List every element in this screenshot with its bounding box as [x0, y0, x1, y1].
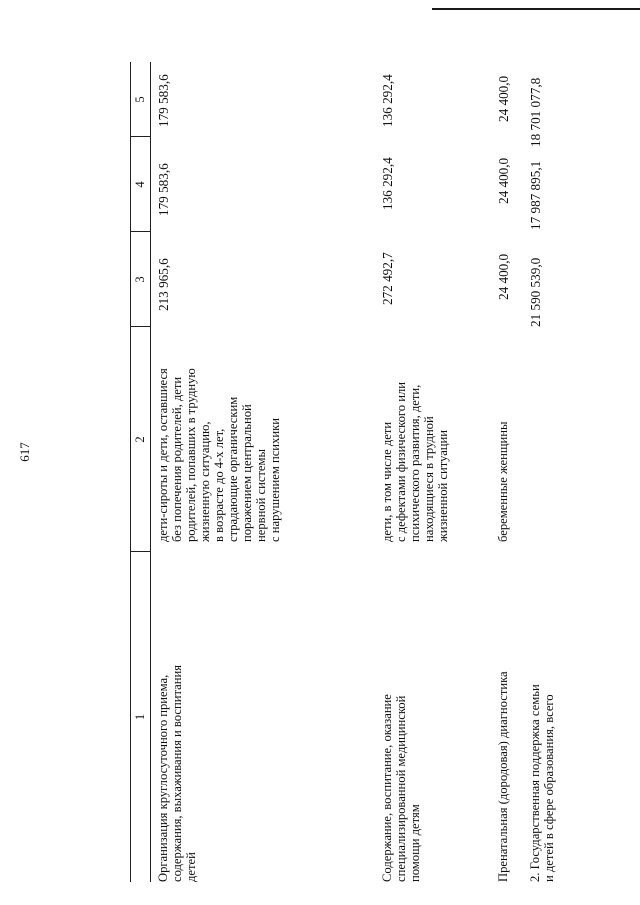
header-col-1: 1: [133, 713, 147, 721]
top-rule: [432, 8, 640, 10]
row1-recipients-line-5: в возрасте до 4-х лет,: [212, 428, 226, 542]
table-top-border: [130, 62, 131, 882]
row2-recipients-line-4: находящиеся в трудной: [422, 416, 436, 542]
row1-recipients-line-6: страдающие органическим: [226, 396, 240, 542]
rotated-table: [130, 22, 556, 882]
row1-recipients-line-7: поражением центральной: [240, 404, 254, 542]
row2-recipients-line-5: жизненной ситуации: [436, 429, 450, 542]
row4-col3-value: 21 590 539,0: [528, 257, 543, 327]
row3-col5-value: 24 400,0: [496, 75, 511, 122]
row1-name-line-1: Организация круглосуточного приема,: [156, 674, 170, 882]
table-header-bottom-border: [150, 62, 151, 882]
row1-recipients-line-2: без попечения родителей, дети: [170, 376, 184, 542]
row1-col3-value: 213 965,6: [156, 258, 171, 311]
row1-col4-value: 179 583,6: [156, 163, 171, 216]
row2-recipients-line-1: дети, в том числе дети: [380, 421, 394, 542]
header-col-5: 5: [133, 96, 147, 103]
row3-col3-value: 24 400,0: [496, 253, 511, 300]
header-col-3: 3: [133, 276, 147, 283]
row1-col5-value: 179 583,6: [156, 74, 171, 127]
row4-col4-value: 17 987 895,1: [528, 160, 543, 230]
row4-col5-value: 18 701 077,8: [528, 77, 543, 147]
row2-recipients-line-3: психического развития, дети,: [408, 384, 422, 542]
row1-recipients-line-8: нервной системы: [254, 449, 268, 542]
header-col-2: 2: [133, 436, 147, 443]
row3-col4-value: 24 400,0: [496, 157, 511, 204]
row1-recipients-line-1: дети-сироты и дети, оставшиеся: [156, 368, 170, 542]
row2-col4-value: 136 292,4: [380, 157, 395, 210]
row4-name-line-2: и детей в сфере образования, всего: [542, 694, 556, 882]
row4-name-line-1: 2. Государственная поддержка семьи: [528, 684, 542, 882]
row1-name-line-3: детей: [184, 852, 198, 882]
row1-recipients-line-4: жизненную ситуацию,: [198, 421, 212, 542]
row2-col3-value: 272 492,7: [380, 252, 395, 305]
row1-recipients-line-9: с нарушением психики: [268, 418, 282, 542]
row2-name-line-2: специализированной медицинской: [394, 695, 408, 882]
header-col-4: 4: [133, 181, 147, 188]
row2-col5-value: 136 292,4: [380, 74, 395, 127]
page-number: 617: [17, 442, 32, 462]
row2-name-line-3: помощи детям: [408, 804, 422, 882]
row1-recipients-line-3: родителей, попавших в трудную: [184, 368, 198, 542]
row3-name-line-1: Пренатальная (дородовая) диагностика: [496, 671, 510, 882]
row3-recipients-line-1: беременные женщины: [496, 421, 510, 542]
row2-name-line-1: Содержание, воспитание, оказание: [380, 694, 394, 882]
row2-recipients-line-2: с дефектами физического или: [394, 382, 408, 542]
row1-name-line-2: содержания, выхаживания и воспитания: [170, 665, 184, 882]
